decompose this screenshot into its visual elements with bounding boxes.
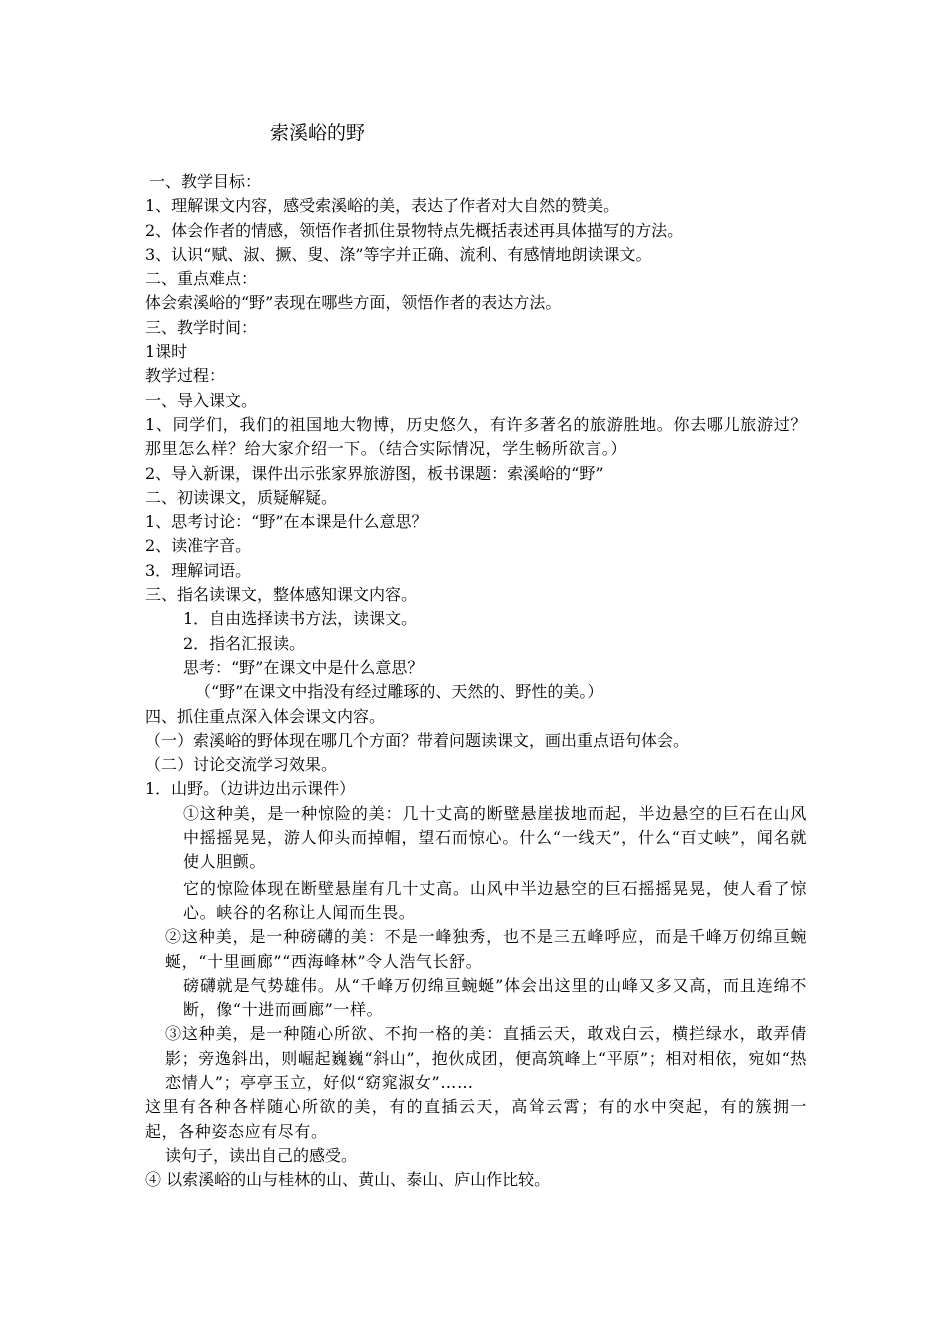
step-2-item-3: 3．理解词语。 (145, 560, 252, 580)
document-page (145, 120, 807, 1192)
step-4-part-2: （二）讨论交流学习效果。 (145, 755, 338, 775)
quote-1: ①这种美，是一种惊险的美：几十丈高的断壁悬崖拔地而起，半边悬空的巨石在山风中摇摇晃晃，游人仰头而掉帽，望石而惊心。什么“一线天”，什么“百丈峡”，闻名就使人胆颤。 (183, 803, 807, 872)
heading-process: 教学过程： (145, 366, 226, 386)
objective-1: 1、理解课文内容，感受索溪峪的美，表达了作者对大自然的赞美。 (145, 196, 620, 216)
heading-teaching-time: 三、教学时间： (145, 317, 258, 337)
key-points-text: 体会索溪峪的“野”表现在哪些方面，领悟作者的表达方法。 (145, 293, 562, 313)
step-1-item-2: 2、导入新课，课件出示张家界旅游图，板书课题：索溪峪的“野” (145, 463, 604, 483)
explanation-3: 这里有各种各样随心所欲的美，有的直插云天，高耸云霄；有的水中突起，有的簇拥一起，各种姿态应有尽有。 (145, 1097, 807, 1141)
heading-objectives: 一、教学目标： (149, 172, 262, 191)
read-instruction: 读句子，读出自己的感受。 (165, 1145, 358, 1165)
objective-2: 2、体会作者的情感，领悟作者抓住景物特点先概括表述再具体描写的方法。 (145, 220, 684, 240)
step-1-heading: 一、导入课文。 (145, 390, 258, 410)
explanation-1: 它的惊险体现在断壁悬崖有几十丈高。山风中半边悬空的巨石摇摇晃晃，使人看了惊心。峡谷的名称让人闻而生畏。 (183, 878, 807, 922)
step-2-heading: 二、初读课文，质疑解疑。 (145, 487, 338, 507)
mountain-wild-heading: 1．山野。（边讲边出示课件） (145, 779, 356, 799)
objective-3: 3、认识“赋、淑、撅、叟、涤”等字并正确、流利、有感情地朗读课文。 (145, 244, 652, 264)
compare-item: ④ 以索溪峪的山与桂林的山、黄山、泰山、庐山作比较。 (145, 1170, 551, 1190)
step-2-item-2: 2、读准字音。 (145, 536, 252, 556)
quote-3: ③这种美，是一种随心所欲、不拘一格的美：直插云天，敢戏白云，横拦绿水，敢弄倩影；旁逸斜出，则崛起巍巍“斜山”，抱伙成团，便高筑峰上“平原”；相对相依，宛如“热恋情人”；亭亭玉立，好似“窈窕淑女”…… (165, 1024, 807, 1092)
step-1-item-1: 1、同学们，我们的祖国地大物博，历史悠久，有许多著名的旅游胜地。你去哪儿旅游过？那里怎么样？给大家介绍一下。（结合实际情况，学生畅所欲言。） (145, 414, 807, 459)
step-2-item-1: 1、思考讨论：“野”在本课是什么意思？ (145, 512, 428, 532)
heading-key-points: 二、重点难点： (145, 269, 258, 289)
document-title: 索溪峪的野 (270, 122, 366, 144)
step-3-heading: 三、指名读课文，整体感知课文内容。 (145, 585, 418, 605)
step-4-part-1: （一）索溪峪的野体现在哪几个方面？带着问题读课文，画出重点语句体会。 (145, 730, 690, 750)
quote-2: ②这种美，是一种磅礴的美：不是一峰独秀，也不是三五峰呼应，而是千峰万仞绵亘蜿蜒，“十里画廊”“西海峰林”令人浩气长舒。 (165, 927, 807, 971)
teaching-time-text: 1课时 (145, 342, 188, 362)
explanation-2: 磅礴就是气势雄伟。从“千峰万仞绵亘蜿蜒”体会出这里的山峰又多又高，而且连绵不断，像“十进而画廊”一样。 (183, 975, 807, 1020)
step-3-question: 思考：“野”在课文中是什么意思？ (183, 657, 424, 677)
step-3-item-2: 2．指名汇报读。 (183, 633, 306, 653)
step-4-heading: 四、抓住重点深入体会课文内容。 (145, 706, 386, 726)
step-3-item-1: 1．自由选择读书方法，读课文。 (183, 609, 418, 629)
step-3-answer: （“野”在课文中指没有经过雕琢的、天然的、野性的美。） (195, 682, 604, 702)
